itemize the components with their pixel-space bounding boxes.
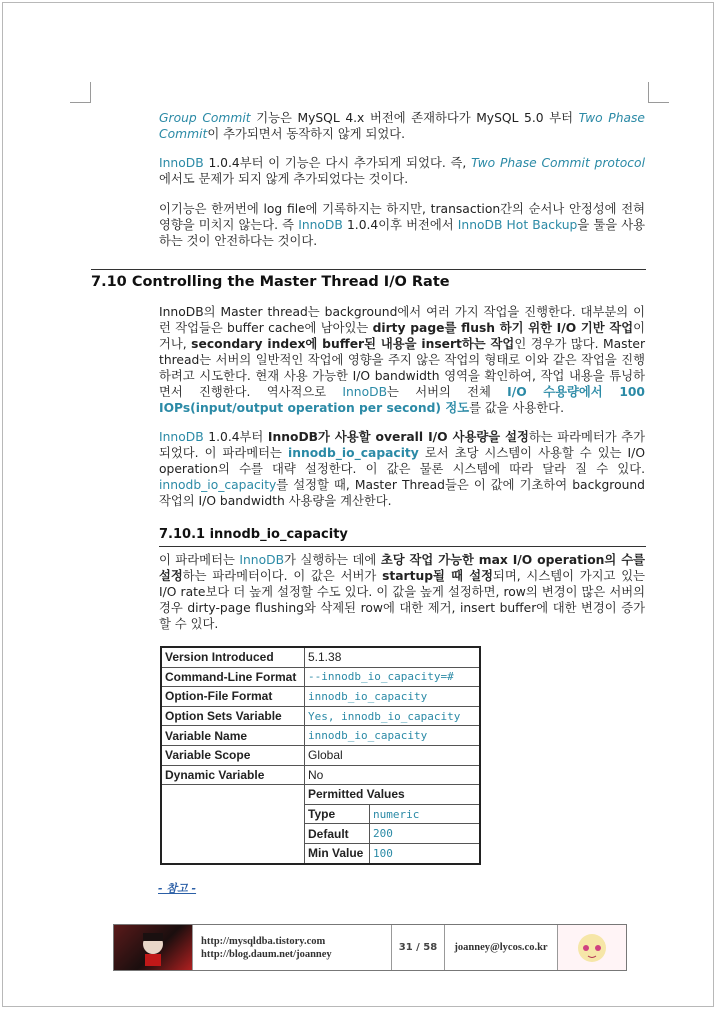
crop-mark-top-left: [70, 82, 91, 103]
character-image-icon: [123, 928, 183, 968]
table-row: Variable Name innodb_io_capacity: [161, 726, 480, 746]
table-row: Variable Scope Global: [161, 745, 480, 765]
parameter-spec-table: [160, 646, 481, 865]
page-number: 31 / 58: [392, 925, 445, 970]
intro-paragraph-1: Group Commit 기능은 MySQL 4.x 버전에 존재하다가 MySQL 5.0 부터 Two Phase Commit이 추가되면서 동작하지 않게 되었다.: [159, 111, 645, 141]
table-row: Dynamic Variable No: [161, 765, 480, 785]
table-row: Type numeric: [161, 804, 480, 824]
table-row: Min Value 100: [161, 843, 480, 863]
intro-paragraph-2: InnoDB 1.0.4부터 이 기능은 다시 추가되게 되었다. 즉, Two Phase Commit protocol에서도 문제가 되지 않게 추가되었다는 것이다.: [159, 156, 645, 186]
reference-link[interactable]: - 참고 -: [158, 882, 197, 895]
subsection-rule: [159, 546, 646, 547]
blog-link-daum[interactable]: http://blog.daum.net/joanney: [201, 948, 332, 960]
section-paragraph-1: InnoDB의 Master thread는 background에서 여러 가지 작업을 진행한다. 대부분의 이런 작업들은 buffer cache에 남아있는 dirty page를 flush 하기 위한 I/O 기반 작업이거나, secondary index에 buffer된 내용을 insert하는 작업인 경우가 많다. Master thread는 서버의 일반적인 작업에 영향을 주지 않은 작업의 형태로 이와 같은 작업을 진행하려고 시도한다. 현재 사용 가능한 I/O bandwidth 영역을 확인하여, 작업 내용을 튜닝하면서 진행한다. 역사적으로 InnoDB는 서버의 전체 I/O 수용량에서 100 IOPs(input/output operation per second) 정도를 값을 사용한다.: [159, 305, 646, 415]
intro-paragraph-3: 이기능은 한꺼번에 log file에 기록하지는 하지만, transaction간의 순서나 안정성에 전혀 영향을 미치지 않는다. 즉 InnoDB 1.0.4이후 버전에서 InnoDB Hot Backup을 툴을 사용하는 것이 안전하다는 것이다.: [159, 202, 645, 248]
mascot-icon: [562, 928, 622, 968]
mascot-image: [558, 925, 626, 970]
table-row: Command-Line Format --innodb_io_capacity=#: [161, 667, 480, 687]
table-row: Option Sets Variable Yes, innodb_io_capacity: [161, 706, 480, 726]
footer-links: [193, 925, 392, 970]
blog-link-tistory[interactable]: http://mysqldba.tistory.com: [201, 935, 326, 947]
author-email[interactable]: joanney@lycos.co.kr: [445, 925, 558, 970]
table-row: Default 200: [161, 824, 480, 844]
subsection-paragraph: 이 파라메터는 InnoDB가 실행하는 데에 초당 작업 가능한 max I/O operation의 수를 설정하는 파라메터이다. 이 값은 서버가 startup될 때 설정되며, 시스템이 가지고 있는 I/O rate보다 더 높게 설정할 수도 있다. 이 값을 높게 설정하면, row의 변경이 많은 서버의 경우 dirty-page flushing와 삭제된 row에 대한 제거, insert buffer에 대한 변경이 증가할 수 있다.: [159, 553, 645, 631]
table-row: Option-File Format innodb_io_capacity: [161, 687, 480, 707]
table-row: Version Introduced 5.1.38: [161, 647, 480, 667]
section-heading: 7.10 Controlling the Master Thread I/O Rate: [91, 274, 450, 290]
page-footer: [113, 924, 627, 971]
section-paragraph-2: InnoDB 1.0.4부터 InnoDB가 사용할 overall I/O 사용량을 설정하는 파라메터가 추가되었다. 이 파라메터는 innodb_io_capacity 로서 초당 시스템이 사용할 수 있는 I/O operation의 수를 대략 설정한다. 이 값은 물론 시스템에 따라 달라 질 수 있다. innodb_io_capacity를 설정할 때, Master Thread들은 이 값에 기초하여 background 작업의 I/O bandwidth 사용량을 계산한다.: [159, 430, 645, 508]
section-rule: [91, 269, 646, 270]
permitted-values-header: Permitted Values: [305, 785, 481, 805]
subsection-heading: 7.10.1 innodb_io_capacity: [159, 527, 348, 542]
crop-mark-top-right: [648, 82, 669, 103]
table-row: [161, 785, 480, 805]
author-avatar: [114, 925, 193, 970]
